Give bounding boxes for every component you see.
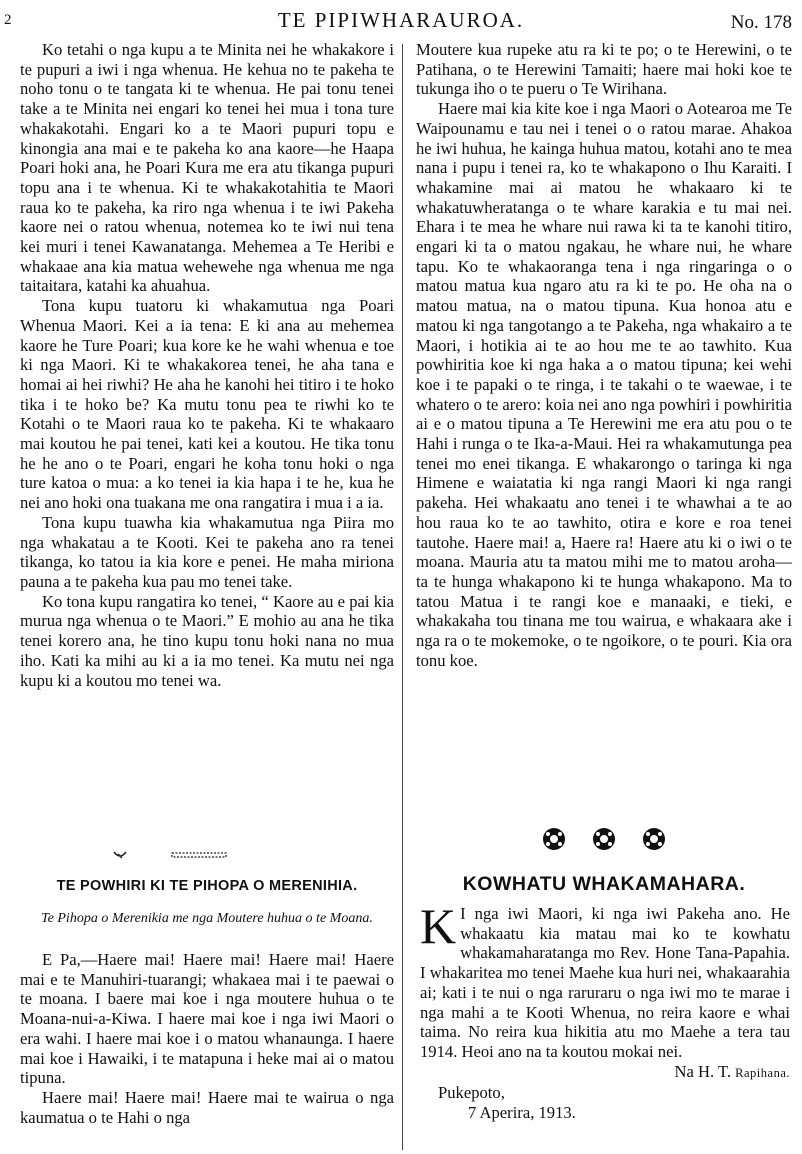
paragraph: Ko tona kupu rangatira ko tenei, “ Kaore au e pai kia murua nga whenua o te Maori.” E mohio au ana he tika tenei korero ana, he tino kupu tonu hoki nana no mua iho. Kati ka mihi au ki a ia mo tenei. Ka mutu nei nga kupu ki a koutou mo tenei wa. [20,591,394,690]
notice-body: I nga iwi Maori, ki nga iwi Pakeha ano. He whakaatu kia matau mai ko te kowhatu whakamaharatanga mo Rev. Hone Tana-Papahia. I whakaritea mo tenei Maehe kua huri nei, whakaarahia ai; kati i te nui o nga raruraru o nga iwi mo te marae i nga mahi a te Kooti Whenua, no reira kaore e whai taima. No reira kua hikitia atu mo Maehe a tera tau 1914. Heoi ano na ta koutou mokai nei. [420,904,790,1061]
signature-name: Rapihana. [735,1065,790,1080]
column-divider [402,44,403,1150]
powhiri-article-text [20,950,394,1127]
ornament-divider-icon [112,848,242,862]
date: 7 Aperira, 1913. [468,1103,576,1123]
article-title-powhiri: TE POWHIRI KI TE PIHOPA O MERENIHIA. [56,878,358,894]
paragraph: E Pa,—Haere mai! Haere mai! Haere mai! Haere mai e te Manuhiri-tuarangi; whakaea mai i te paewai o te moana. I baere mai koe i nga moutere huhua o te Moana-nui-a-Kiwa. I haere mai koe i nga iwi Maori o era wahi. I haere mai koe i o matou whanaunga. I haere mai koe i Hawaiki, i te matapuna i heke mai ai o matou tipuna. [20,950,394,1088]
signature [420,1062,790,1084]
paragraph: Ko tetahi o nga kupu a te Minita nei he whakakore i te pupuri a iwi i nga whenua. He kehua no te pakeha te noho tonu o te tangata ki te whenua. He pai tonu tenei take a te Minita nei engari ko tenei hei mua i tona ture whakakotahi. Engari ko a te Maori pupuri topu e kinongia ana mai e te pakeha ko ana kaore—he Haapa Poari hoki ana, he Poari Kura me era atu tikanga pupuri topu ana i te whenua. Ki te whakakotahitia te Maori raua ko te pakeha, ka riro nga whenua i te iwi Pakeha kaore nei o ratou whenua, notemea ko te iwi nui tena kei muri i tenei Kawanatanga. Mehemea a Te Heribi e whakaae ana kia matua wehewehe nga whenua me nga taitaitara, katahi ka ahuahua. [20,40,394,296]
left-column-text [20,40,394,690]
drop-cap: K [420,898,457,954]
place: Pukepoto, [438,1083,505,1103]
paragraph: Moutere kua rupeke atu ra ki te po; o te Herewini, o te Patihana, o te Herewini Tamaiti; haere mai hoki koe te tukunga iho o te pueru o Te Wirihana. [416,40,792,99]
paragraph: Haere mai kia kite koe i nga Maori o Aotearoa me Te Waipounamu e tau nei i tenei o o ratou marae. Ahakoa he iwi huhua, he kainga huhua matou, kotahi ano te mea nana i pupu i tenei ra, ko te whakapono o Ihu Karaiti. I whakamine mai ai matou he whakaaro ki te whakatuwheratanga o te whare karakia e tu mai nei. Ehara i te mea he whare nui rawa ki ta te kanohi titiro, engari ki ta o matou ngakau, he whare nui, he whare tapu. Ko te whakaoranga tena i nga ringaringa o o matou matua kua ngaro atu ra ki te po. He oha na o matou matua, na o matou tipuna. Kua honoa atu e matou ki nga tangotango a te Pakeha, nga whakairo a te Maori, i hotikia ai te ao hou me te ao tawhito. Kua powhiritia koe ki nga haka a o matou tipuna; kei wehi koe i te papaki o te ringa, i te takahi o te waewae, i te whatero o te arero: koia nei ano nga powhiri i powhiritia ai e o matou tipuna a Te Herewini me era atu pou o te Hahi i runga o te Ika-a-Maui. Hei ra whakamutunga pea tenei mo enei tikanga. E whakarongo o taringa ki nga Himene e waiatatia ki nga rangi Maori ki nga rangi pakeha. Hei whakaatu ano tenei i te whawhai a te ao hou raua ko te ao tawhito, otira e kore e roa tenei tautohe. Haere mai! a, Haere ra! Haere atu ki o iwi o te moana. Mauria atu ta matou mihi me to matou aroha—ta te hunga whakapono ki te hunga whakapono. Ma to tatou Matua i te rangi koe e manaaki, e tieki, e whakakaha tou tinana me tou wairua, e whakaara ake i nga ra o te mokemoke, o te ngoikore, o te pouri. Kia ora tonu koe. [416,99,792,670]
article-title-kowhatu: KOWHATU WHAKAMAHARA. [462,873,746,895]
flower-ornament-icon [534,826,674,852]
paragraph: Tona kupu tuawha kia whakamutua nga Piira mo nga whakatau a te Kooti. Kei te pakeha ano ra tenei tikanga, ko tatou ia kia kore e penei. He maha miriona pauna a te pakeha kua pau mo tenei take. [20,512,394,591]
right-column-text [416,40,792,671]
issue-number: No. 178 [730,12,792,33]
paragraph: Tona kupu tuatoru ki whakamutua nga Poari Whenua Maori. Kei a ia tena: E ki ana au mehemea kaore he Ture Poari; kua kore ke he wahi whenua e toe ki nga Maori. Ki te whakakorea tenei, he aha tana e homai ai hei riwhi? He aha he kanohi hei titiro i te hoko tika i te hoko be? Ka mutu tonu pea te riwhi ko te Kotahi o te Maori raua ko te pakeha. Ki te whakaaro mai koutou he pai tenei, kati kei a koutou. He tika tonu he he ano o te Poari, engari he koha tonu hoki o nga ture katoa o mua: a ko tenei ia kia hapa i te he, kua he nei ano hoki ona tuakana me ona rangatira i mua i a ia. [20,296,394,513]
kowhatu-article-text [420,898,790,1123]
paragraph: Haere mai! Haere mai! Haere mai te wairua o nga kaumatua o te Hahi o nga [20,1087,394,1127]
notice-paragraph [420,898,790,1062]
signature-prefix: Na H. T. [674,1061,736,1081]
masthead-title: TE PIPIWHARAUROA. [277,8,525,32]
page-header [0,0,802,40]
page-number: 2 [4,12,12,28]
article-subtitle: Te Pihopa o Merenikia me nga Moutere huhua o te Moana. [41,911,373,926]
